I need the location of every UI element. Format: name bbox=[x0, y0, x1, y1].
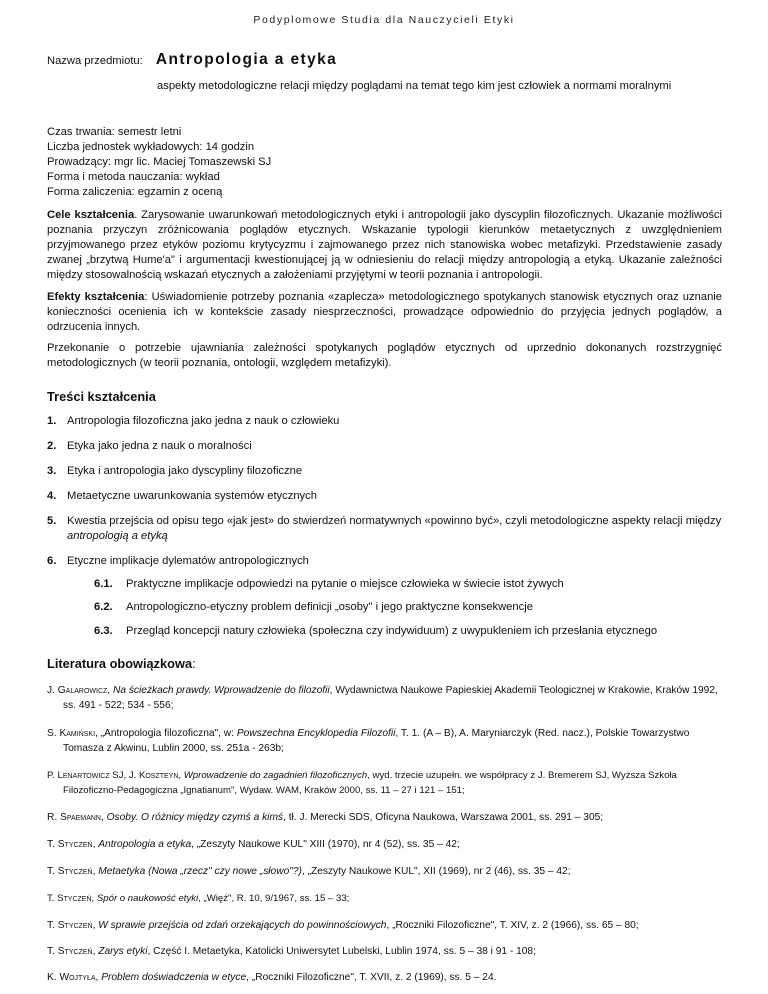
lit-entry: S. Kamiński, „Antropologia filozoficzna", w: Powszechna Encyklopedia Filozofii, T. 1. (A – B), A. Maryniarczyk (Red. nacz.), Polskie Towarzystwo Tomasza z Akwinu, Lublin 2000, ss. 251a - 263b; bbox=[47, 728, 690, 754]
item-text-italic: antropologią a etyką bbox=[67, 530, 168, 542]
lit-entry: K. Wojtyła, Problem doświadczenia w etyce, „Roczniki Filozoficzne", T. XVII, z. 2 (1969), ss. 5 – 24. bbox=[47, 972, 497, 983]
lit-entry: J. Galarowicz, Na ścieżkach prawdy. Wprowadzenie do filozofii, Wydawnictwa Naukowe Papieskiej Akademii Teologicznej w Krakowie, Kraków 1992, ss. 491 - 522; 534 - 556; bbox=[47, 685, 718, 711]
lit-entry: T. Styczeń, W sprawie przejścia od zdań orzekających do powinnościowych, „Roczniki Filozoficzne", T. XIV, z. 2 (1966), ss. 65 – 80; bbox=[47, 920, 639, 931]
cele-label: Cele kształcenia bbox=[47, 209, 135, 221]
lit-entry: T. Styczeń, Spór o naukowość etyki, „Więź", R. 10, 9/1967, ss. 15 – 33; bbox=[47, 893, 350, 904]
tresci-heading: Treści kształcenia bbox=[47, 389, 156, 404]
info-method: Forma i metoda nauczania: wykład bbox=[47, 171, 220, 183]
item-text: Przegląd koncepcji natury człowieka (społeczna czy indywiduum) z uwypukleniem ich przesłania etycznego bbox=[126, 625, 658, 637]
info-hours: Liczba jednostek wykładowych: 14 godzin bbox=[47, 141, 255, 153]
item-text: Etyczne implikacje dylematów antropologicznych bbox=[67, 555, 309, 567]
item-text: Metaetyczne uwarunkowania systemów etycznych bbox=[67, 490, 317, 502]
page-header: Podyplomowe Studia dla Nauczycieli Etyki bbox=[253, 14, 515, 26]
efekty-label: Efekty kształcenia bbox=[47, 291, 145, 303]
lit-entry: T. Styczeń, Zarys etyki, Część I. Metaetyka, Katolicki Uniwersytet Lubelski, Lublin 1974, ss. 5 – 38 i 91 - 108; bbox=[47, 946, 536, 957]
subject-title: Antropologia a etyka bbox=[155, 51, 338, 68]
cele-text: . Zarysowanie uwarunkowań metodologicznych etyki i antropologii jako dyscyplin filozoficznych. Ukazanie możliwości poznania przyczyn zróżnicowania poglądów etycznych. Wskazanie typologii kierunków metaetycznych z uwzględnieniem przyjmowanego przez etyków poziomu krytycyzmu i zajmowanego przez nich stanowiska wobec metafizyki. Przedstawienie zasady zwanej „brzytwą Hume'a" i argumentacji kwestionującej ją w odniesieniu do relacji między antropologią a etyką. Ukazanie zależności między stosowalnością wskazań etycznych a założeniami przyjętymi w teorii poznania i antropologii. bbox=[47, 209, 722, 281]
item-text: Antropologia filozoficzna jako jedna z nauk o człowieku bbox=[67, 415, 340, 427]
info-lecturer: Prowadzący: mgr lic. Maciej Tomaszewski SJ bbox=[47, 156, 272, 168]
item-number: 1. bbox=[47, 415, 57, 427]
info-duration: Czas trwania: semestr letni bbox=[47, 126, 182, 138]
przekonanie-paragraph: Przekonanie o potrzebie ujawniania zależności spotykanych poglądów etycznych od uprzednio dokonanych rozstrzygnięć metodologicznych (w teorii poznania, ontologii, względem metafizyki). bbox=[47, 342, 722, 369]
item-number: 3. bbox=[47, 465, 57, 477]
info-assessment: Forma zaliczenia: egzamin z oceną bbox=[47, 186, 223, 198]
item-number: 4. bbox=[47, 490, 57, 502]
subject-row bbox=[47, 52, 737, 69]
lit-entry: T. Styczeń, Metaetyka (Nowa „rzecz" czy nowe „słowo"?), „Zeszyty Naukowe KUL", XII (1969), nr 2 (46), ss. 35 – 42; bbox=[47, 866, 571, 877]
lit-entry: P. Lenartowicz SJ, J. Koszteyn, Wprowadzenie do zagadnień filozoficznych, wyd. trzecie uzupełn. we współpracy z J. Bremerem SJ, Wyższa Szkoła Filozoficzno-Pedagogiczna „Ignatianum", Wydaw. WAM, Kraków 2000, ss. 11 – 27 i 121 – 151; bbox=[47, 770, 677, 796]
course-info bbox=[47, 125, 722, 200]
item-number: 6.1. bbox=[94, 578, 113, 590]
item-number: 5. bbox=[47, 515, 57, 527]
item-text: Kwestia przejścia od opisu tego «jak jest» do stwierdzeń normatywnych «powinno być», czyli metodologiczne aspekty relacji między antropologią a etyką bbox=[67, 515, 722, 542]
item-text: Antropologiczno-etyczny problem definicji „osoby" i jego praktyczne konsekwencje bbox=[126, 601, 533, 613]
lit-entry: T. Styczeń, Antropologia a etyka, „Zeszyty Naukowe KUL" XIII (1970), nr 4 (52), ss. 35 – 42; bbox=[47, 839, 460, 850]
item-text: Etyka i antropologia jako dyscypliny filozoficzne bbox=[67, 465, 303, 477]
item-number: 6. bbox=[47, 555, 57, 567]
item-number: 2. bbox=[47, 440, 57, 452]
lit-entry: R. Spaemann, Osoby. O różnicy między czymś a kimś, tł. J. Merecki SDS, Oficyna Naukowa, Warszawa 2001, ss. 291 – 305; bbox=[47, 812, 604, 823]
literatura-heading: Literatura obowiązkowa: bbox=[47, 656, 196, 671]
item-number: 6.3. bbox=[94, 625, 113, 637]
item-number: 6.2. bbox=[94, 601, 113, 613]
efekty-text: : Uświadomienie potrzeby poznania «zaplecza» metodologicznego spotykanych stanowisk etycznych oraz uznanie konieczności ocenienia ich w kontekście zasady niesprzeczności, prowadzące odpowiednio do przyjęcia jednych poglądów, a odrzucenia innych. bbox=[47, 291, 722, 333]
efekty-paragraph bbox=[47, 290, 722, 335]
item-text: Etyka jako jedna z nauk o moralności bbox=[67, 440, 252, 452]
subject-label: Nazwa przedmiotu: bbox=[47, 55, 143, 67]
cele-paragraph bbox=[47, 208, 722, 283]
item-text: Praktyczne implikacje odpowiedzi na pytanie o miejsce człowieka w świecie istot żywych bbox=[126, 578, 564, 590]
subject-subtitle: aspekty metodologiczne relacji między poglądami na temat tego kim jest człowiek a normami moralnymi bbox=[157, 80, 672, 92]
